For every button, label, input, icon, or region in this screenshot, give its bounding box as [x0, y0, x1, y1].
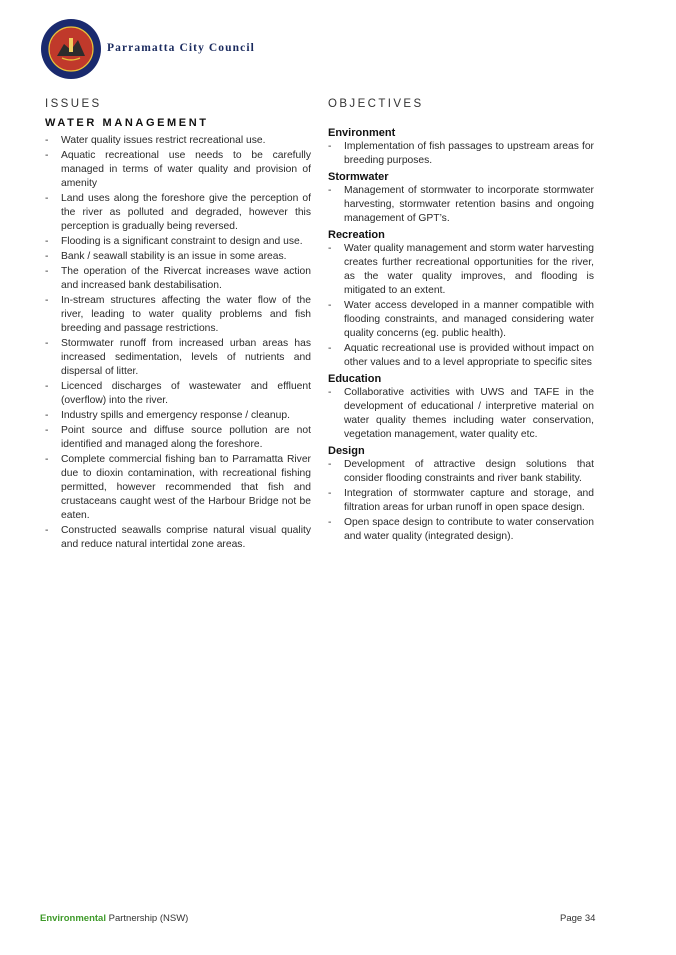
council-name: Parramatta City Council: [107, 42, 255, 54]
objectives-column: [328, 98, 594, 546]
objective-group: [328, 126, 594, 168]
list-item: [45, 337, 311, 379]
objective-group: [328, 372, 594, 442]
objective-group: [328, 170, 594, 226]
list-item: [45, 380, 311, 408]
water-management-heading: WATER MANAGEMENT: [45, 117, 209, 129]
list-item: [45, 265, 311, 293]
list-item-text: Open space design to contribute to water conservation and water quality (integrated design).: [344, 517, 594, 542]
list-item-text: Licenced discharges of wastewater and effluent (overflow) into the river.: [61, 381, 311, 406]
dash-bullet: -: [328, 459, 332, 470]
list-item-text: Management of stormwater to incorporate stormwater harvesting, stormwater retention basins and ongoing management of GPT’s.: [344, 185, 594, 224]
dash-bullet: -: [328, 387, 332, 398]
list-item: [328, 458, 594, 486]
list-item: [45, 524, 311, 552]
dash-bullet: -: [328, 343, 332, 354]
list-item: [328, 342, 594, 370]
dash-bullet: -: [328, 141, 332, 152]
list-item: [45, 235, 311, 249]
list-item-text: Industry spills and emergency response / cleanup.: [61, 410, 290, 421]
list-item-text: Water access developed in a manner compatible with flooding constraints, and managed considering water quality concerns (eg. public health).: [344, 300, 594, 339]
list-item: [328, 487, 594, 515]
objective-group-title: Education: [328, 373, 382, 385]
list-item: [328, 516, 594, 544]
list-item: [328, 386, 594, 442]
dash-bullet: -: [45, 525, 49, 536]
objective-group: [328, 228, 594, 370]
list-item-text: Aquatic recreational use needs to be carefully managed in terms of water quality and provision of amenity: [61, 150, 311, 189]
objective-group-title: Stormwater: [328, 171, 389, 183]
dash-bullet: -: [328, 185, 332, 196]
list-item: [45, 453, 311, 523]
list-item-text: Stormwater runoff from increased urban areas has increased sedimentation, levels of nutrients and dispersal of litter.: [61, 338, 311, 377]
issues-list: [45, 134, 311, 552]
objective-list: [328, 242, 594, 370]
footer-org: [40, 913, 188, 924]
list-item-text: Development of attractive design solutions that consider flooding constraints and river bank stability.: [344, 459, 594, 484]
dash-bullet: -: [45, 135, 49, 146]
list-item-text: Water quality management and storm water harvesting creates further recreational opportunities for the river, as the water quality improves, and flooding is mitigated to an extent.: [344, 243, 594, 296]
issues-heading: ISSUES: [45, 98, 102, 110]
list-item-text: Complete commercial fishing ban to Parramatta River due to dioxin contamination, with recreational fishing permitted, however recommended that fish and crustaceans caught west of the Harbour Bridge not be eaten.: [61, 454, 311, 521]
footer-org-rest: Partnership (NSW): [106, 913, 189, 924]
list-item: [328, 299, 594, 341]
dash-bullet: -: [328, 517, 332, 528]
objective-list: [328, 458, 594, 544]
list-item-text: Bank / seawall stability is an issue in some areas.: [61, 251, 287, 262]
list-item: [45, 149, 311, 191]
dash-bullet: -: [45, 381, 49, 392]
council-seal-logo: [40, 18, 102, 80]
list-item: [45, 192, 311, 234]
dash-bullet: -: [328, 300, 332, 311]
objective-group-title: Recreation: [328, 229, 385, 241]
page-number: Page 34: [560, 913, 596, 924]
objective-list: [328, 386, 594, 442]
dash-bullet: -: [45, 338, 49, 349]
objective-list: [328, 184, 594, 226]
list-item: [45, 134, 311, 148]
page-header: [40, 18, 300, 80]
list-item: [328, 242, 594, 298]
dash-bullet: -: [328, 488, 332, 499]
footer-org-accent: Environmental: [40, 913, 106, 924]
list-item: [328, 140, 594, 168]
objectives-heading: OBJECTIVES: [328, 98, 424, 110]
list-item-text: Land uses along the foreshore give the perception of the river as polluted and degraded, however this perception is gradually being reversed.: [61, 193, 311, 232]
list-item-text: Water quality issues restrict recreational use.: [61, 135, 266, 146]
list-item-text: Point source and diffuse source pollution are not identified and managed along the foreshore.: [61, 425, 311, 450]
objective-group-title: Environment: [328, 127, 396, 139]
objective-group: [328, 444, 594, 544]
list-item-text: Integration of stormwater capture and storage, and filtration areas for urban runoff in open space design.: [344, 488, 594, 513]
list-item: [328, 184, 594, 226]
dash-bullet: -: [45, 236, 49, 247]
issues-column: [45, 98, 311, 553]
list-item-text: In-stream structures affecting the water flow of the river, leading to water quality problems and fish breeding and passage restrictions.: [61, 295, 311, 334]
dash-bullet: -: [45, 193, 49, 204]
objective-group-title: Design: [328, 445, 365, 457]
list-item: [45, 409, 311, 423]
dash-bullet: -: [45, 425, 49, 436]
list-item-text: Aquatic recreational use is provided without impact on other values and to a level appropriate to specific sites: [344, 343, 594, 368]
dash-bullet: -: [45, 150, 49, 161]
list-item: [45, 294, 311, 336]
dash-bullet: -: [328, 243, 332, 254]
list-item-text: Collaborative activities with UWS and TAFE in the development of educational / interpretive material on water quality themes including water conservation, vegetation management, water quality etc.: [344, 387, 594, 440]
list-item-text: Flooding is a significant constraint to design and use.: [61, 236, 303, 247]
dash-bullet: -: [45, 410, 49, 421]
list-item: [45, 424, 311, 452]
list-item-text: The operation of the Rivercat increases wave action and increased bank destabilisation.: [61, 266, 311, 291]
dash-bullet: -: [45, 266, 49, 277]
list-item-text: Implementation of fish passages to upstream areas for breeding purposes.: [344, 141, 594, 166]
objective-list: [328, 140, 594, 168]
dash-bullet: -: [45, 454, 49, 465]
list-item-text: Constructed seawalls comprise natural visual quality and reduce natural intertidal zone areas.: [61, 525, 311, 550]
objectives-groups: [328, 126, 594, 544]
dash-bullet: -: [45, 295, 49, 306]
list-item: [45, 250, 311, 264]
dash-bullet: -: [45, 251, 49, 262]
